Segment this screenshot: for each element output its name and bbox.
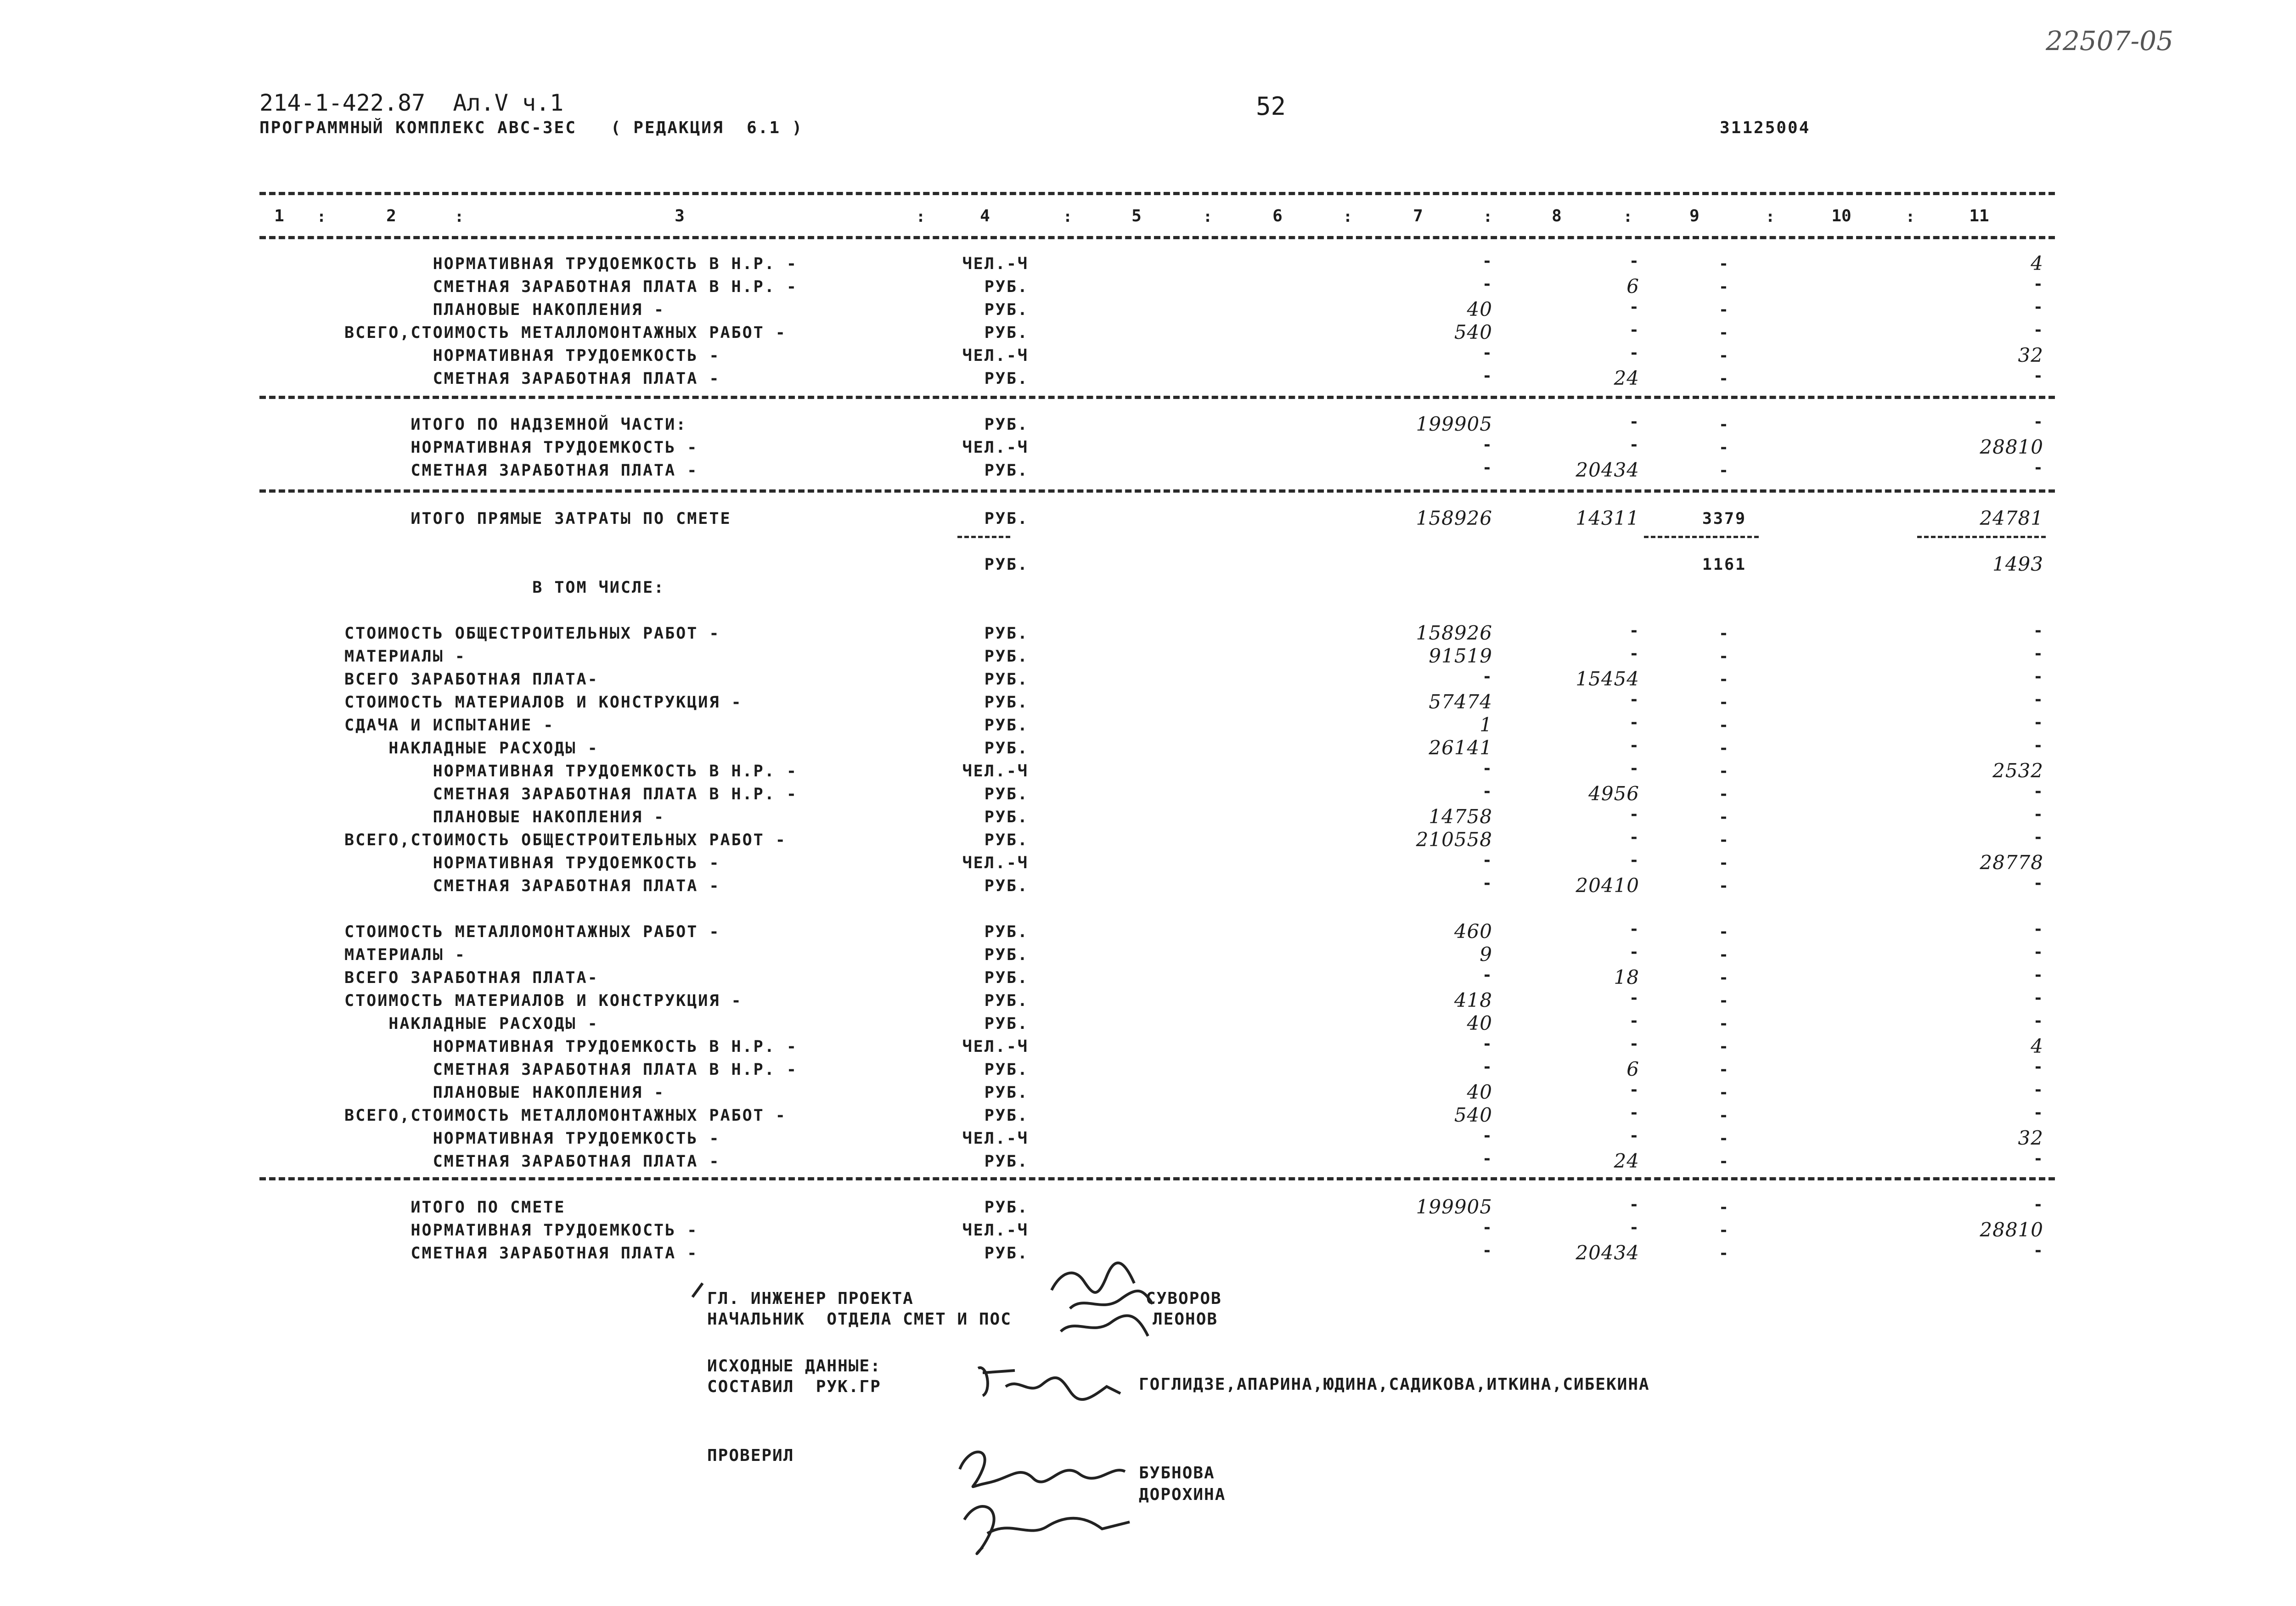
cell-col-7: 158926: [1416, 507, 1492, 529]
cell-col-9: -: [1718, 1152, 1730, 1171]
cell-col-7: -: [1482, 1127, 1492, 1145]
row-unit: РУБ.: [984, 716, 1029, 735]
row-unit: РУБ.: [984, 624, 1029, 643]
cell-col-7: -: [1482, 344, 1492, 362]
cell-col-11: -: [2033, 691, 2043, 709]
row-label: СМЕТНАЯ ЗАРАБОТНАЯ ПЛАТА -: [344, 1244, 698, 1263]
cell-col-8: -: [1629, 805, 1639, 824]
cell-col-11: -: [2033, 966, 2043, 984]
row-unit: РУБ.: [984, 1061, 1029, 1079]
row-unit: РУБ.: [984, 1198, 1029, 1217]
row-label: НОРМАТИВНАЯ ТРУДОЕМКОСТЬ В Н.Р. -: [344, 255, 798, 273]
row-unit: ЧЕЛ.-Ч: [962, 438, 1029, 457]
source-data-label: ИСХОДНЫЕ ДАННЫЕ:: [707, 1357, 881, 1376]
cell-col-11: 28778: [1980, 851, 2043, 874]
cell-col-9: -: [1718, 370, 1730, 388]
cell-col-7: 57474: [1429, 691, 1492, 713]
cell-col-7: 40: [1467, 298, 1492, 320]
column-header: 4: [980, 207, 990, 225]
row-label: НОРМАТИВНАЯ ТРУДОЕМКОСТЬ -: [344, 347, 720, 365]
cell-col-7: -: [1482, 966, 1492, 984]
cell-col-9: -: [1718, 1198, 1730, 1217]
document-code: 214-1-422.87 Ал.V ч.1: [259, 90, 564, 116]
row-label: СТОИМОСТЬ МАТЕРИАЛОВ И КОНСТРУКЦИЯ -: [344, 693, 743, 712]
cell-col-11: -: [2033, 805, 2043, 824]
cell-col-7: 540: [1454, 1104, 1492, 1126]
cell-col-8: 4956: [1588, 782, 1639, 805]
archive-number: 22507-05: [2046, 25, 2173, 56]
section-rule: [259, 396, 2055, 399]
cell-col-11: -: [2033, 874, 2043, 893]
cell-col-8: -: [1629, 713, 1639, 732]
cell-col-8: 14311: [1576, 507, 1639, 529]
cell-col-8: -: [1629, 436, 1639, 454]
cell-col-7: -: [1482, 1219, 1492, 1237]
column-separator: :: [1905, 208, 1915, 226]
cell-col-11: -: [2033, 321, 2043, 339]
row-label: ВСЕГО ЗАРАБОТНАЯ ПЛАТА-: [344, 670, 599, 689]
cell-col-9: -: [1718, 877, 1730, 895]
cell-col-11: -: [2033, 943, 2043, 961]
cell-col-9: 3379: [1702, 510, 1747, 528]
header-rule-bottom: [259, 236, 2055, 239]
cell-col-9: -: [1718, 716, 1730, 735]
cell-col-7: -: [1482, 1035, 1492, 1053]
cell-col-9: -: [1718, 301, 1730, 319]
row-unit: ЧЕЛ.-Ч: [962, 255, 1029, 273]
row-label: СМЕТНАЯ ЗАРАБОТНАЯ ПЛАТА В Н.Р. -: [344, 1061, 798, 1079]
composed-names: ГОГЛИДЗЕ,АПАРИНА,ЮДИНА,САДИКОВА,ИТКИНА,СИБЕКИНА: [1139, 1375, 1650, 1394]
cell-col-8: -: [1629, 1081, 1639, 1099]
cell-col-9: -: [1718, 1015, 1730, 1033]
cell-col-9: -: [1718, 1244, 1730, 1263]
cell-col-11: -: [2033, 275, 2043, 293]
row-unit: РУБ.: [984, 1244, 1029, 1263]
checked-name-2: ДОРОХИНА: [1139, 1485, 1226, 1504]
cell-col-8: -: [1629, 645, 1639, 663]
cell-col-11: 2532: [1992, 759, 2043, 782]
column-header: 2: [386, 207, 396, 225]
cell-col-7: -: [1482, 851, 1492, 870]
cell-col-8: -: [1629, 920, 1639, 938]
cell-col-9: -: [1718, 461, 1730, 480]
cell-col-7: 14758: [1429, 805, 1492, 828]
row-label: СМЕТНАЯ ЗАРАБОТНАЯ ПЛАТА В Н.Р. -: [344, 785, 798, 803]
column-header: 5: [1131, 207, 1142, 225]
program-title: ПРОГРАММНЫЙ КОМПЛЕКС АВС-ЗЕС ( РЕДАКЦИЯ 6.1 ): [259, 118, 804, 137]
cell-col-9: -: [1718, 624, 1730, 643]
cell-col-9: -: [1718, 831, 1730, 849]
short-rule: [957, 536, 1010, 538]
cell-col-11: -: [2033, 1241, 2043, 1260]
row-label: ВСЕГО,СТОИМОСТЬ ОБЩЕСТРОИТЕЛЬНЫХ РАБОТ -: [344, 831, 787, 849]
row-label: СТОИМОСТЬ ОБЩЕСТРОИТЕЛЬНЫХ РАБОТ -: [344, 624, 720, 643]
signature-scribble: [974, 1359, 1125, 1409]
cell-col-7: -: [1482, 1241, 1492, 1260]
row-unit: РУБ.: [984, 647, 1029, 666]
composed-label: СОСТАВИЛ РУК.ГР: [707, 1377, 881, 1396]
cell-col-7: -: [1482, 1150, 1492, 1168]
row-label: СДАЧА И ИСПЫТАНИЕ -: [344, 716, 555, 735]
row-unit: РУБ.: [984, 278, 1029, 296]
cell-col-9: -: [1718, 278, 1730, 296]
row-unit: РУБ.: [984, 510, 1029, 528]
cell-col-11: -: [2033, 298, 2043, 316]
column-separator: :: [454, 208, 464, 226]
row-unit: РУБ.: [984, 831, 1029, 849]
signature-scribble: [1042, 1258, 1162, 1354]
column-separator: :: [1063, 208, 1073, 226]
row-unit: ЧЕЛ.-Ч: [962, 762, 1029, 781]
row-label: ВСЕГО,СТОИМОСТЬ МЕТАЛЛОМОНТАЖНЫХ РАБОТ -: [344, 324, 787, 342]
row-label: ВСЕГО,СТОИМОСТЬ МЕТАЛЛОМОНТАЖНЫХ РАБОТ -: [344, 1106, 787, 1125]
row-unit: РУБ.: [984, 1152, 1029, 1171]
cell-col-11: 32: [2018, 344, 2043, 366]
page-number: 52: [1256, 92, 1286, 121]
short-rule: [1644, 536, 1759, 538]
row-unit: РУБ.: [984, 693, 1029, 712]
cell-col-11: -: [2033, 713, 2043, 732]
cell-col-9: -: [1718, 347, 1730, 365]
column-header: 8: [1552, 207, 1562, 225]
cell-col-7: -: [1482, 1058, 1492, 1076]
cell-col-7: 210558: [1416, 828, 1492, 851]
row-label: НОРМАТИВНАЯ ТРУДОЕМКОСТЬ -: [344, 1221, 698, 1240]
row-unit: РУБ.: [984, 461, 1029, 480]
cell-col-7: -: [1482, 759, 1492, 778]
cell-col-8: -: [1629, 321, 1639, 339]
signature-scribble: [951, 1428, 1134, 1566]
column-header: 9: [1689, 207, 1699, 225]
cell-col-9: -: [1718, 1106, 1730, 1125]
short-rule: [1917, 536, 2046, 538]
row-label: НАКЛАДНЫЕ РАСХОДЫ -: [344, 1015, 599, 1033]
row-label: ПЛАНОВЫЕ НАКОПЛЕНИЯ -: [344, 1084, 665, 1102]
column-header: 1: [274, 207, 284, 225]
cell-col-11: -: [2033, 1058, 2043, 1076]
cell-col-8: -: [1629, 1104, 1639, 1122]
cell-col-9: -: [1718, 762, 1730, 781]
cell-col-8: -: [1629, 691, 1639, 709]
tick-mark: [689, 1281, 707, 1299]
cell-col-9: -: [1718, 693, 1730, 712]
cell-col-8: -: [1629, 828, 1639, 847]
cell-col-8: 24: [1614, 367, 1639, 389]
cell-col-7: -: [1482, 275, 1492, 293]
column-header: 3: [675, 207, 685, 225]
cell-col-8: -: [1629, 989, 1639, 1007]
cell-col-8: 18: [1614, 966, 1639, 988]
cell-col-9: -: [1718, 670, 1730, 689]
row-label: НОРМАТИВНАЯ ТРУДОЕМКОСТЬ В Н.Р. -: [344, 762, 798, 781]
column-header: 6: [1272, 207, 1283, 225]
cell-col-8: 24: [1614, 1150, 1639, 1172]
cell-col-8: -: [1629, 344, 1639, 362]
row-label: СМЕТНАЯ ЗАРАБОТНАЯ ПЛАТА -: [344, 877, 720, 895]
column-header: 10: [1831, 207, 1851, 225]
cell-col-11: 28810: [1980, 436, 2043, 458]
row-unit: РУБ.: [984, 992, 1029, 1010]
cell-col-11: 4: [2031, 1035, 2043, 1057]
column-separator: :: [1343, 208, 1353, 226]
row-label: СТОИМОСТЬ МЕТАЛЛОМОНТАЖНЫХ РАБОТ -: [344, 923, 720, 941]
cell-col-11: -: [2033, 736, 2043, 755]
column-separator: :: [316, 208, 326, 226]
cell-col-8: -: [1629, 622, 1639, 640]
cell-col-8: -: [1629, 1035, 1639, 1053]
cell-col-9: -: [1718, 923, 1730, 941]
cell-col-9: -: [1718, 255, 1730, 273]
row-label: НОРМАТИВНАЯ ТРУДОЕМКОСТЬ -: [344, 438, 698, 457]
section-rule: [259, 1177, 2055, 1180]
column-separator: :: [1623, 208, 1633, 226]
cell-col-7: 199905: [1416, 413, 1492, 435]
row-unit: РУБ.: [984, 556, 1029, 574]
checked-label: ПРОВЕРИЛ: [707, 1446, 794, 1465]
row-unit: ЧЕЛ.-Ч: [962, 1038, 1029, 1056]
cell-col-11: -: [2033, 367, 2043, 385]
cell-col-7: 158926: [1416, 622, 1492, 644]
column-separator: :: [1483, 208, 1493, 226]
row-unit: РУБ.: [984, 1015, 1029, 1033]
row-label: ИТОГО ПО НАДЗЕМНОЙ ЧАСТИ:: [344, 416, 687, 434]
cell-col-11: -: [2033, 989, 2043, 1007]
cell-col-7: 40: [1467, 1081, 1492, 1103]
row-unit: РУБ.: [984, 808, 1029, 826]
department-head-label: НАЧАЛЬНИК ОТДЕЛА СМЕТ И ПОС: [707, 1310, 1012, 1329]
cell-col-9: -: [1718, 969, 1730, 987]
cell-col-11: 32: [2018, 1127, 2043, 1149]
cell-col-8: -: [1629, 298, 1639, 316]
cell-col-9: -: [1718, 324, 1730, 342]
cell-col-7: -: [1482, 367, 1492, 385]
row-label: ПЛАНОВЫЕ НАКОПЛЕНИЯ -: [344, 808, 665, 826]
cell-col-7: 26141: [1429, 736, 1492, 759]
cell-col-9: -: [1718, 808, 1730, 826]
cell-col-11: -: [2033, 413, 2043, 431]
row-unit: РУБ.: [984, 877, 1029, 895]
cell-col-9: -: [1718, 438, 1730, 457]
cell-col-9: -: [1718, 647, 1730, 666]
row-unit: РУБ.: [984, 946, 1029, 964]
cell-col-11: -: [2033, 645, 2043, 663]
cell-col-11: -: [2033, 828, 2043, 847]
cell-col-8: -: [1629, 943, 1639, 961]
row-label: МАТЕРИАЛЫ -: [344, 647, 466, 666]
cell-col-11: -: [2033, 1012, 2043, 1030]
row-label: ИТОГО ПРЯМЫЕ ЗАТРАТЫ ПО СМЕТЕ: [344, 510, 732, 528]
cell-col-8: 20434: [1576, 459, 1639, 481]
cell-col-9: -: [1718, 992, 1730, 1010]
row-unit: РУБ.: [984, 670, 1029, 689]
cell-col-8: 6: [1626, 275, 1639, 298]
row-unit: РУБ.: [984, 785, 1029, 803]
cell-col-11: -: [2033, 622, 2043, 640]
row-unit: РУБ.: [984, 324, 1029, 342]
row-unit: ЧЕЛ.-Ч: [962, 1221, 1029, 1240]
cell-col-11: -: [2033, 668, 2043, 686]
chief-engineer-name: СУВОРОВ: [1146, 1289, 1222, 1308]
row-unit: РУБ.: [984, 416, 1029, 434]
cell-col-11: -: [2033, 1104, 2043, 1122]
row-label: ИТОГО ПО СМЕТЕ: [344, 1198, 566, 1217]
row-label: НАКЛАДНЫЕ РАСХОДЫ -: [344, 739, 599, 758]
row-unit: РУБ.: [984, 923, 1029, 941]
row-unit: РУБ.: [984, 1084, 1029, 1102]
row-label: СМЕТНАЯ ЗАРАБОТНАЯ ПЛАТА -: [344, 1152, 720, 1171]
department-head-name: ЛЕОНОВ: [1153, 1310, 1218, 1329]
cell-col-11: -: [2033, 1081, 2043, 1099]
cell-col-7: -: [1482, 874, 1492, 893]
row-unit: РУБ.: [984, 739, 1029, 758]
row-label: НОРМАТИВНАЯ ТРУДОЕМКОСТЬ -: [344, 1129, 720, 1148]
cell-col-8: 20434: [1576, 1241, 1639, 1264]
cell-col-11: 28810: [1980, 1219, 2043, 1241]
cell-col-9: -: [1718, 1061, 1730, 1079]
row-label: ВСЕГО ЗАРАБОТНАЯ ПЛАТА-: [344, 969, 599, 987]
row-label: ПЛАНОВЫЕ НАКОПЛЕНИЯ -: [344, 301, 665, 319]
cell-col-8: -: [1629, 1127, 1639, 1145]
cell-col-8: -: [1629, 252, 1639, 270]
cell-col-9: -: [1718, 1038, 1730, 1056]
cell-col-9: 1161: [1702, 556, 1747, 574]
cell-col-9: -: [1718, 1084, 1730, 1102]
cell-col-8: -: [1629, 1012, 1639, 1030]
cell-col-7: -: [1482, 252, 1492, 270]
cell-col-8: 20410: [1576, 874, 1639, 897]
cell-col-7: -: [1482, 782, 1492, 801]
row-unit: РУБ.: [984, 1106, 1029, 1125]
column-header: 11: [1969, 207, 1989, 225]
cell-col-7: -: [1482, 459, 1492, 477]
row-label: СМЕТНАЯ ЗАРАБОТНАЯ ПЛАТА -: [344, 370, 720, 388]
row-label: СМЕТНАЯ ЗАРАБОТНАЯ ПЛАТА В Н.Р. -: [344, 278, 798, 296]
cell-col-11: 4: [2031, 252, 2043, 275]
chief-engineer-label: ГЛ. ИНЖЕНЕР ПРОЕКТА: [707, 1289, 914, 1308]
cell-col-7: 91519: [1429, 645, 1492, 667]
cell-col-8: -: [1629, 413, 1639, 431]
cell-col-7: 1: [1480, 713, 1492, 736]
cell-col-7: -: [1482, 668, 1492, 686]
cell-col-11: -: [2033, 1150, 2043, 1168]
cell-col-7: 540: [1454, 321, 1492, 343]
cell-col-7: 40: [1467, 1012, 1492, 1034]
cell-col-7: 9: [1480, 943, 1492, 966]
cell-col-7: 460: [1454, 920, 1492, 943]
column-header: 7: [1413, 207, 1423, 225]
cell-col-11: 24781: [1980, 507, 2043, 529]
header-rule-top: [259, 192, 2055, 195]
document-id: 31125004: [1720, 118, 1811, 137]
checked-name-1: БУБНОВА: [1139, 1464, 1215, 1482]
cell-col-8: -: [1629, 1196, 1639, 1214]
row-label: СТОИМОСТЬ МАТЕРИАЛОВ И КОНСТРУКЦИЯ -: [344, 992, 743, 1010]
row-unit: ЧЕЛ.-Ч: [962, 347, 1029, 365]
cell-col-7: 418: [1454, 989, 1492, 1011]
row-label: НОРМАТИВНАЯ ТРУДОЕМКОСТЬ В Н.Р. -: [344, 1038, 798, 1056]
cell-col-8: -: [1629, 736, 1639, 755]
cell-col-8: 15454: [1576, 668, 1639, 690]
row-unit: РУБ.: [984, 301, 1029, 319]
cell-col-9: -: [1718, 739, 1730, 758]
cell-col-8: -: [1629, 759, 1639, 778]
row-unit: РУБ.: [984, 370, 1029, 388]
cell-col-11: -: [2033, 920, 2043, 938]
cell-col-11: -: [2033, 1196, 2043, 1214]
row-unit: ЧЕЛ.-Ч: [962, 854, 1029, 872]
cell-col-8: 6: [1626, 1058, 1639, 1080]
cell-col-11: -: [2033, 782, 2043, 801]
cell-col-9: -: [1718, 854, 1730, 872]
cell-col-8: -: [1629, 1219, 1639, 1237]
cell-col-9: -: [1718, 785, 1730, 803]
cell-col-7: -: [1482, 436, 1492, 454]
cell-col-9: -: [1718, 1129, 1730, 1148]
cell-col-9: -: [1718, 416, 1730, 434]
column-separator: :: [1203, 208, 1213, 226]
cell-col-11: 1493: [1992, 553, 2043, 575]
cell-col-9: -: [1718, 946, 1730, 964]
row-unit: ЧЕЛ.-Ч: [962, 1129, 1029, 1148]
cell-col-11: -: [2033, 459, 2043, 477]
column-separator: :: [916, 208, 926, 226]
column-separator: :: [1765, 208, 1775, 226]
cell-col-8: -: [1629, 851, 1639, 870]
row-label: В ТОМ ЧИСЛЕ:: [344, 578, 665, 597]
row-label: НОРМАТИВНАЯ ТРУДОЕМКОСТЬ -: [344, 854, 720, 872]
row-label: СМЕТНАЯ ЗАРАБОТНАЯ ПЛАТА -: [344, 461, 698, 480]
row-unit: РУБ.: [984, 969, 1029, 987]
section-rule: [259, 489, 2055, 493]
cell-col-7: 199905: [1416, 1196, 1492, 1218]
row-label: МАТЕРИАЛЫ -: [344, 946, 466, 964]
cell-col-9: -: [1718, 1221, 1730, 1240]
